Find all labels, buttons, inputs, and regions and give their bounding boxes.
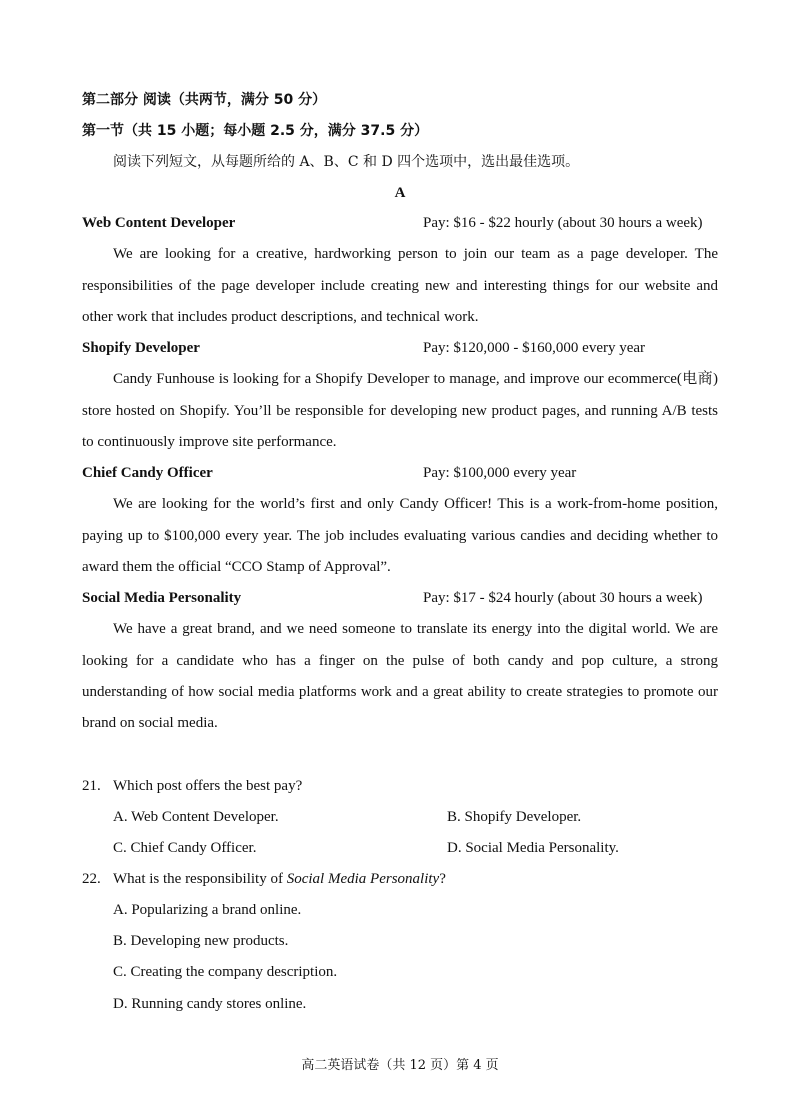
job-header	[82, 213, 718, 233]
job-title: Social Media Personality	[82, 590, 242, 606]
job-desc-line: to continuously improve site performance.	[82, 434, 337, 450]
job-desc-line: understanding of how social media platforms work and a great ability to create strategies to promote our	[82, 684, 718, 700]
question-21	[82, 776, 718, 796]
option-a: A. Popularizing a brand online.	[113, 902, 302, 918]
job-header	[82, 338, 718, 358]
job-title: Shopify Developer	[82, 340, 200, 356]
question-stem: Which post offers the best pay?	[113, 778, 303, 794]
job-desc-line: other work that includes product descriptions, and technical work.	[82, 309, 479, 325]
question-number: 22.	[82, 871, 101, 887]
instruction: 阅读下列短文，从每题所给的 A、B、C 和 D 四个选项中，选出最佳选项。	[113, 154, 580, 170]
job-title: Chief Candy Officer	[82, 465, 213, 481]
section-subtitle: 第一节（共 15 小题；每小题 2.5 分，满分 37.5 分）	[82, 123, 429, 139]
option-c: C. Chief Candy Officer.	[113, 840, 257, 856]
job-pay: Pay: $100,000 every year	[423, 465, 577, 481]
job-desc-line: award them the official “CCO Stamp of Approval”.	[82, 559, 391, 575]
job-desc-line: looking for a candidate who has a finger on the pulse of both candy and pop culture, a strong	[82, 653, 718, 669]
job-desc-line: We are looking for a creative, hardworking person to join our team as a page developer. The	[113, 246, 718, 262]
part-title: 第二部分 阅读（共两节，满分 50 分）	[82, 92, 327, 108]
question-22	[82, 869, 718, 889]
option-b: B. Shopify Developer.	[447, 809, 582, 825]
job-header	[82, 463, 718, 483]
job-desc-line: responsibilities of the page developer include creating new and interesting things for our website and	[82, 278, 718, 294]
question-number: 21.	[82, 778, 101, 794]
job-desc-line: store hosted on Shopify. You’ll be responsible for developing new product pages, and running A/B tests	[82, 403, 718, 419]
job-desc-line: We have a great brand, and we need someone to translate its energy into the digital world. We are	[113, 621, 718, 637]
option-row	[113, 807, 718, 827]
job-pay: Pay: $120,000 - $160,000 every year	[423, 340, 646, 356]
page-footer: 高二英语试卷（共 12 页）第 4 页	[301, 1058, 499, 1073]
stem-end: ?	[439, 871, 446, 887]
option-c: C. Creating the company description.	[113, 964, 338, 980]
option-b: B. Developing new products.	[113, 933, 289, 949]
job-desc-line: We are looking for the world’s first and only Candy Officer! This is a work-from-home position,	[113, 496, 718, 512]
job-pay: Pay: $17 - $24 hourly (about 30 hours a week)	[423, 590, 703, 606]
option-a: A. Web Content Developer.	[113, 809, 279, 825]
job-desc-line: brand on social media.	[82, 715, 218, 731]
job-desc-line: Candy Funhouse is looking for a Shopify Developer to manage, and improve our ecommerce(电商)	[113, 371, 718, 387]
job-title: Web Content Developer	[82, 215, 236, 231]
job-header	[82, 588, 718, 608]
option-d: D. Social Media Personality.	[447, 840, 619, 856]
option-row	[113, 838, 718, 858]
passage-label: A	[394, 185, 406, 201]
job-desc-line: paying up to $100,000 every year. The job includes evaluating various candies and deciding whether to	[82, 528, 718, 544]
option-d: D. Running candy stores online.	[113, 996, 307, 1012]
question-stem	[113, 869, 446, 889]
stem-italic: Social Media Personality	[286, 871, 440, 887]
stem-text: What is the responsibility of	[113, 871, 287, 887]
job-pay: Pay: $16 - $22 hourly (about 30 hours a week)	[423, 215, 703, 231]
